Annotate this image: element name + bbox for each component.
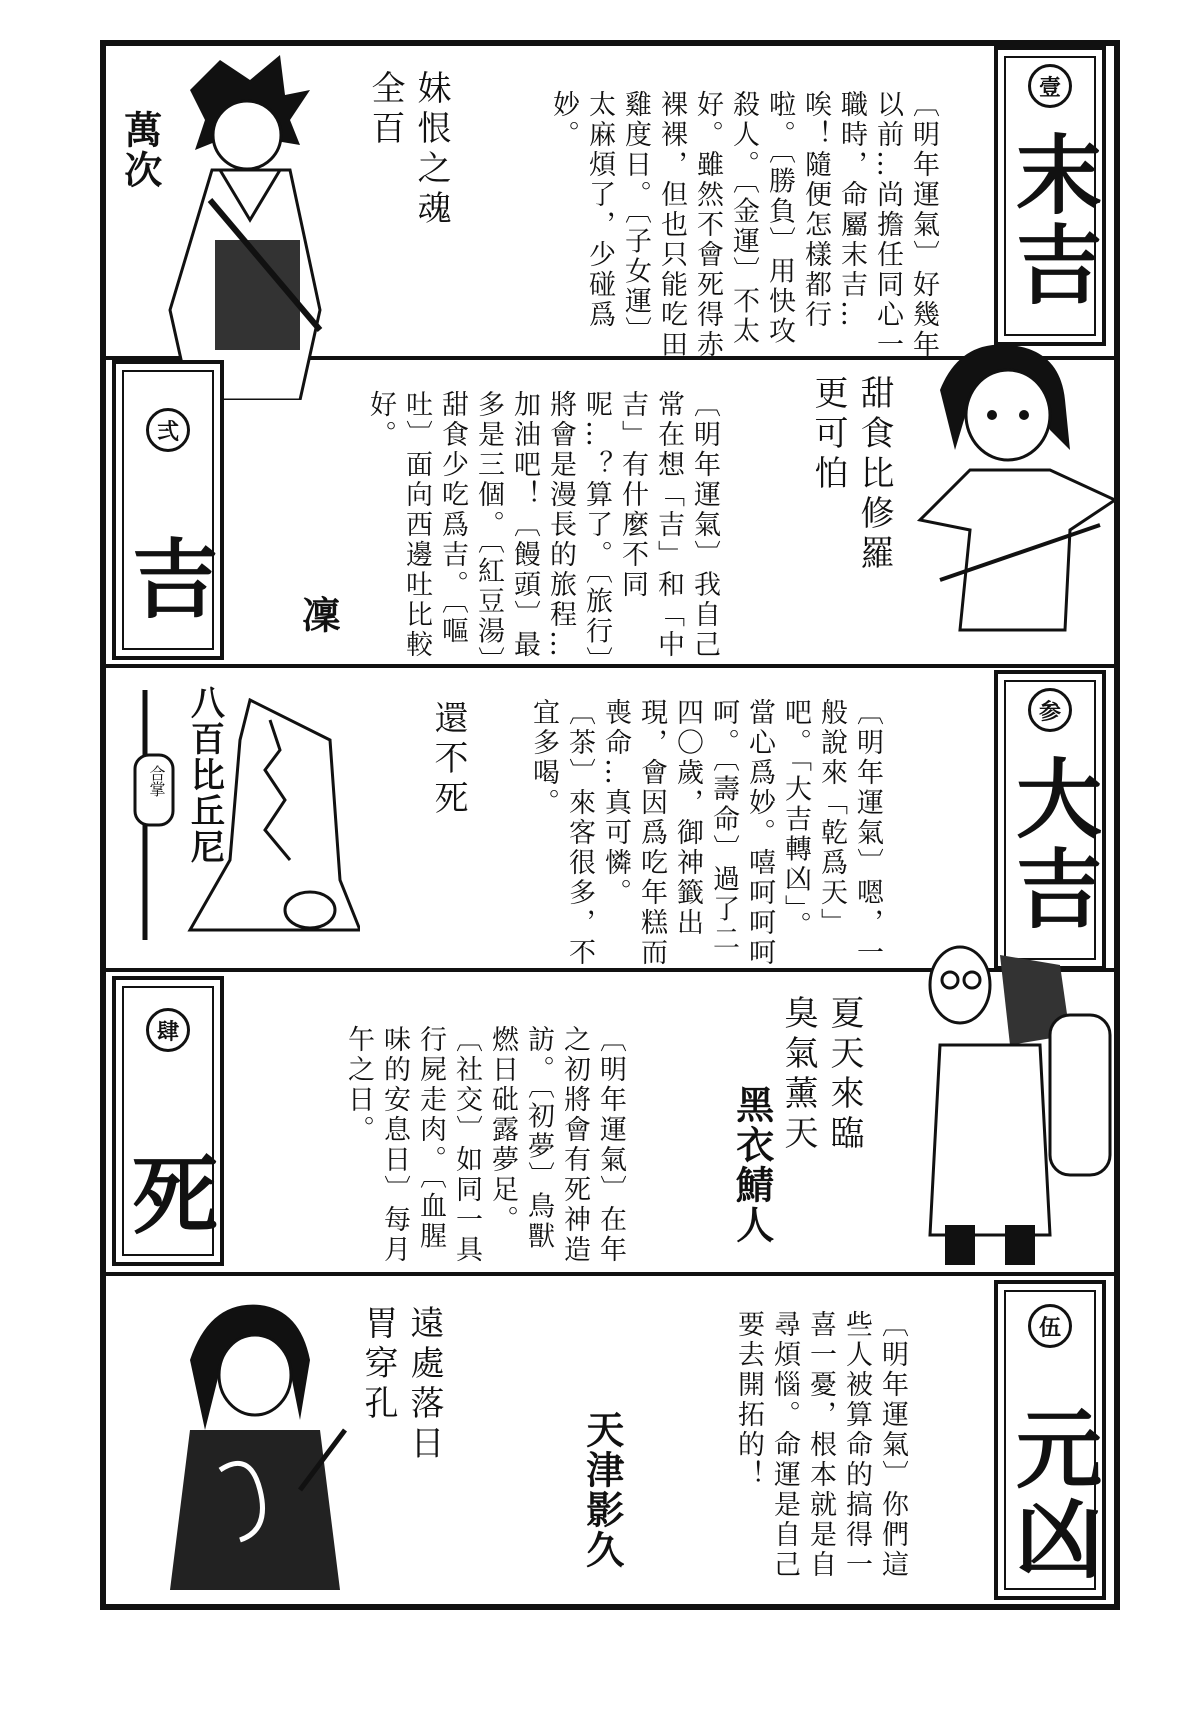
fortune-box-2 (112, 360, 224, 660)
lantern-label: 合掌 (147, 765, 166, 797)
badge-5: 伍 (1028, 1304, 1072, 1348)
character-sketch-rin (900, 330, 1120, 680)
character-sketch-manji (150, 50, 340, 400)
badge-1: 壹 (1028, 64, 1072, 108)
fortune-label-4: 死 (117, 1150, 217, 1240)
badge-2: 弍 (146, 408, 190, 452)
caption-4: 夏天來臨 臭氣薰天 (778, 995, 864, 1155)
caption-1: 妹恨之魂 全百 (365, 70, 451, 230)
character-name-3: 八百比丘尼 (184, 685, 225, 865)
fortune-box-3 (994, 670, 1106, 970)
fortune-label-5: 元凶 (1001, 1404, 1101, 1584)
character-name-1: 萬次 (117, 110, 162, 190)
fortune-label-2: 吉 (117, 534, 217, 624)
fortune-label-3: 大吉 (1001, 754, 1101, 934)
fortune-box-4 (112, 976, 224, 1266)
caption-2: 甜食比修羅 更可怕 (808, 375, 894, 575)
fortune-text-2: 〔明年運氣〕我自己常在想「吉」和「中吉」有什麼不同呢…？算了。〔旅行〕將會是漫長的旅程…加油吧！〔饅頭〕最多是三個。〔紅豆湯〕甜食少吃爲吉。〔嘔吐〕面向西邊吐比較好。 (365, 390, 720, 663)
character-name-2: 凜 (295, 595, 340, 635)
fortune-label-1: 末吉 (1001, 130, 1101, 310)
badge-4: 肆 (146, 1008, 190, 1052)
character-sketch-yaobikuni (130, 680, 360, 960)
character-sketch-kuroi-sabato (900, 935, 1120, 1275)
character-name-4: 黑衣鯖人 (729, 1085, 774, 1245)
caption-3: 還不死 (428, 700, 468, 820)
fortune-text-5: 〔明年運氣〕你們這些人被算命的搞得一喜一憂，根本就是自尋煩惱。命運是自己要去開拓的！ (733, 1310, 908, 1580)
fortune-text-3: 〔明年運氣〕嗯，一般說來「乾爲天」吧。「大吉轉凶」。當心爲妙。嘻呵呵呵呵。〔壽命〕過了二四〇歲，御神籤出現，會因爲吃年糕而喪命…真可憐。〔茶〕來客很多，不宜多喝。 (528, 698, 883, 968)
character-sketch-kagehisa (150, 1290, 350, 1610)
fortune-box-1 (994, 46, 1106, 346)
fortune-text-1: 〔明年運氣〕好幾年以前…尚擔任同心一職時，命屬末吉…唉！隨便怎樣都行啦。〔勝負〕用快攻殺人。〔金運〕不太好。雖然不會死得赤裸裸，但也只能吃田雞度日。〔子女運〕太麻煩了，少碰爲妙。 (548, 90, 939, 360)
fortune-text-4: 〔明年運氣〕在年之初將會有死神造訪。〔初夢〕鳥獸燃日砒露夢足。〔社交〕如同一具行屍走肉。〔血腥味的安息日〕每月午之日。 (343, 1025, 626, 1265)
character-name-5: 天津影久 (579, 1410, 624, 1570)
fortune-box-5 (994, 1280, 1106, 1600)
badge-3: 参 (1028, 688, 1072, 732)
caption-5: 遠處落日 胃穿孔 (358, 1305, 444, 1465)
